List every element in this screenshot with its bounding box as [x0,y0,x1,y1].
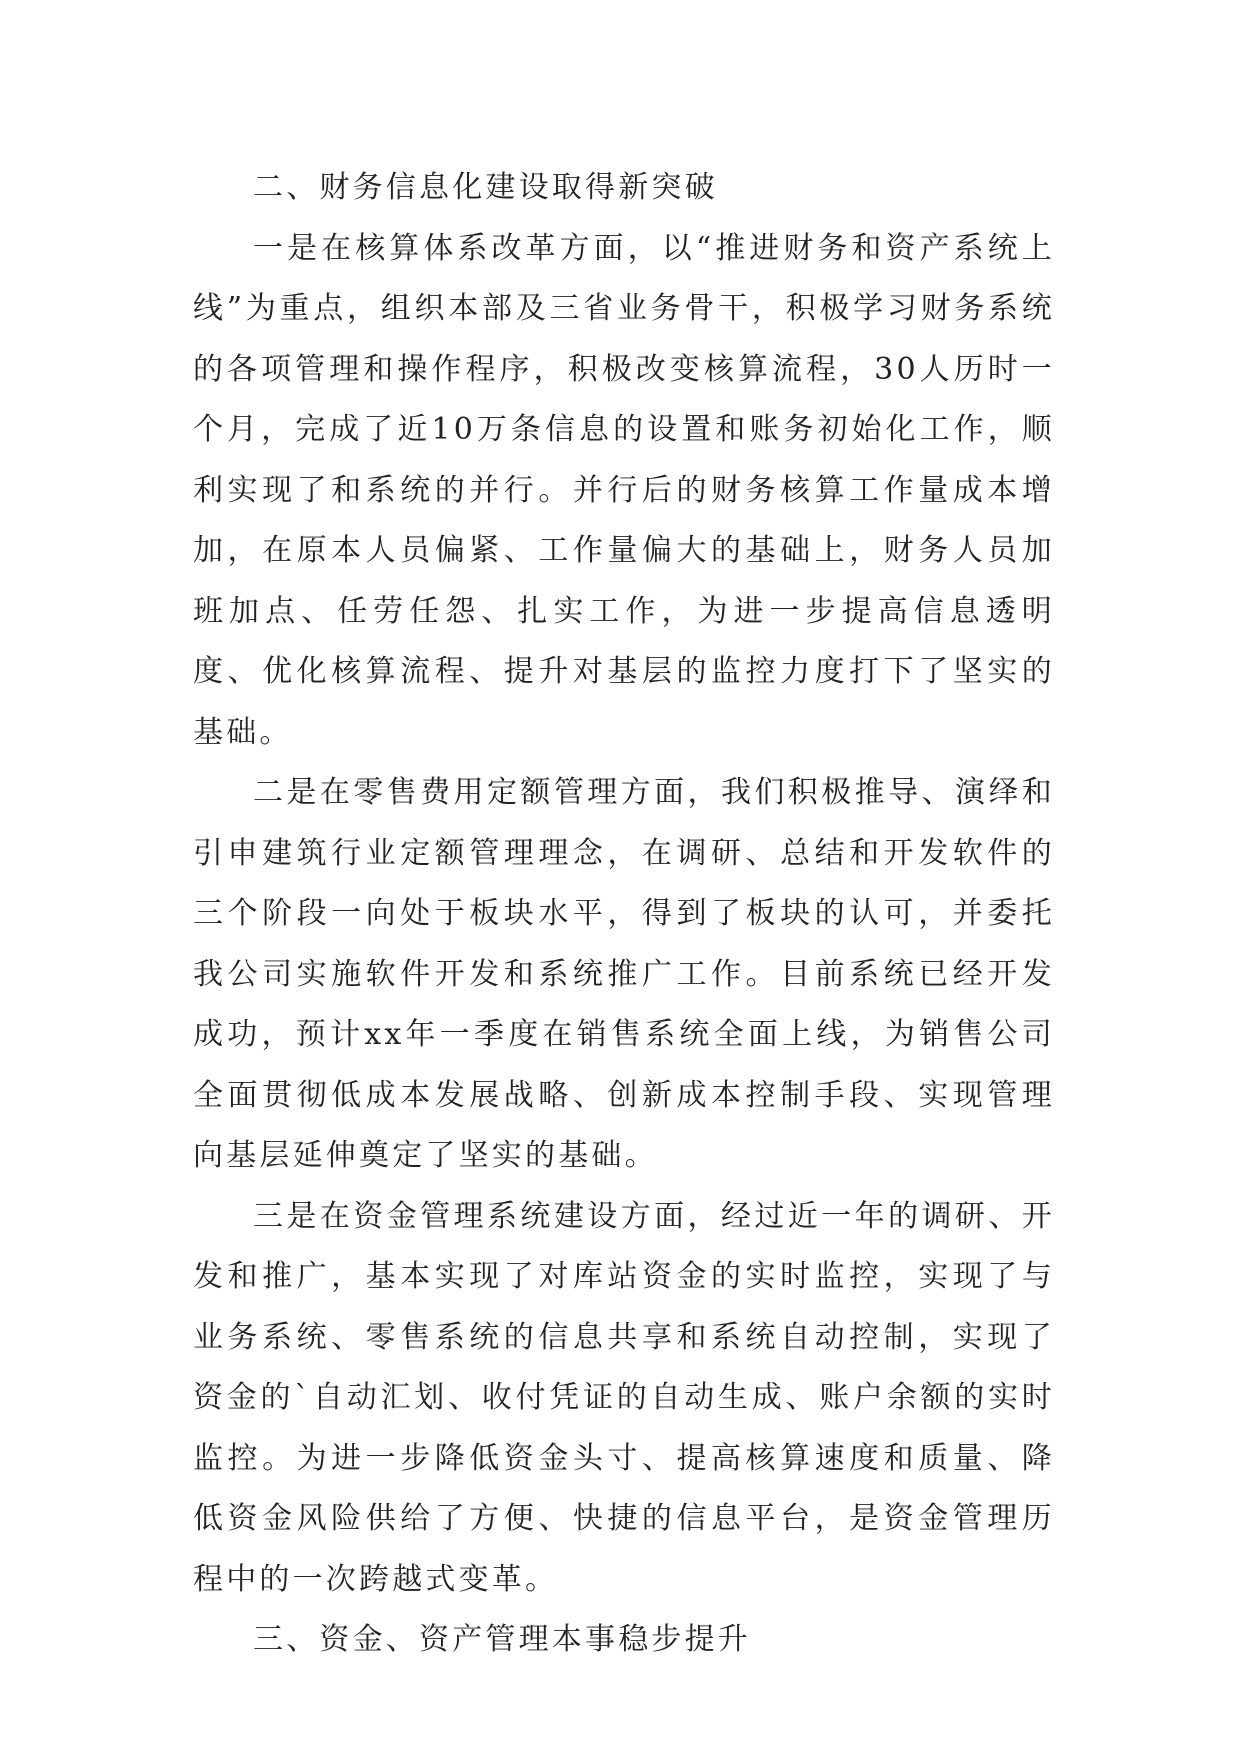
paragraph-retail-quota: 二是在零售费用定额管理方面，我们积极推导、演绎和引申建筑行业定额管理理念，在调研、总结和开发软件的三个阶段一向处于板块水平，得到了板块的认可，并委托我公司实施软件开发和系统推广工作。目前系统已经开发成功，预计xx年一季度在销售系统全面上线，为销售公司全面贯彻低成本发展战略、创新成本控制手段、实现管理向基层延伸奠定了坚实的基础。 [193,775,1055,1173]
document-body [193,158,1055,1671]
paragraph-accounting-reform: 一是在核算体系改革方面，以“推进财务和资产系统上线”为重点，组织本部及三省业务骨干，积极学习财务系统的各项管理和操作程序，积极改变核算流程，30人历时一个月，完成了近10万条信息的设置和账务初始化工作，顺利实现了和系统的并行。并行后的财务核算工作量成本增加，在原本人员偏紧、工作量偏大的基础上，财务人员加班加点、任劳任怨、扎实工作，为进一步提高信息透明度、优化核算流程、提升对基层的监控力度打下了坚实的基础。 [193,230,1055,750]
paragraph-fund-management: 三是在资金管理系统建设方面，经过近一年的调研、开发和推广，基本实现了对库站资金的实时监控，实现了与业务系统、零售系统的信息共享和系统自动控制，实现了资金的`自动汇划、收付凭证的自动生成、账户余额的实时监控。为进一步降低资金头寸、提高核算速度和质量、降低资金风险供给了方便、快捷的信息平台，是资金管理历程中的一次跨越式变革。 [193,1198,1055,1597]
section-heading-3: 三、资金、资产管理本事稳步提升 [253,1622,751,1657]
section-heading-2: 二、财务信息化建设取得新突破 [253,170,718,205]
